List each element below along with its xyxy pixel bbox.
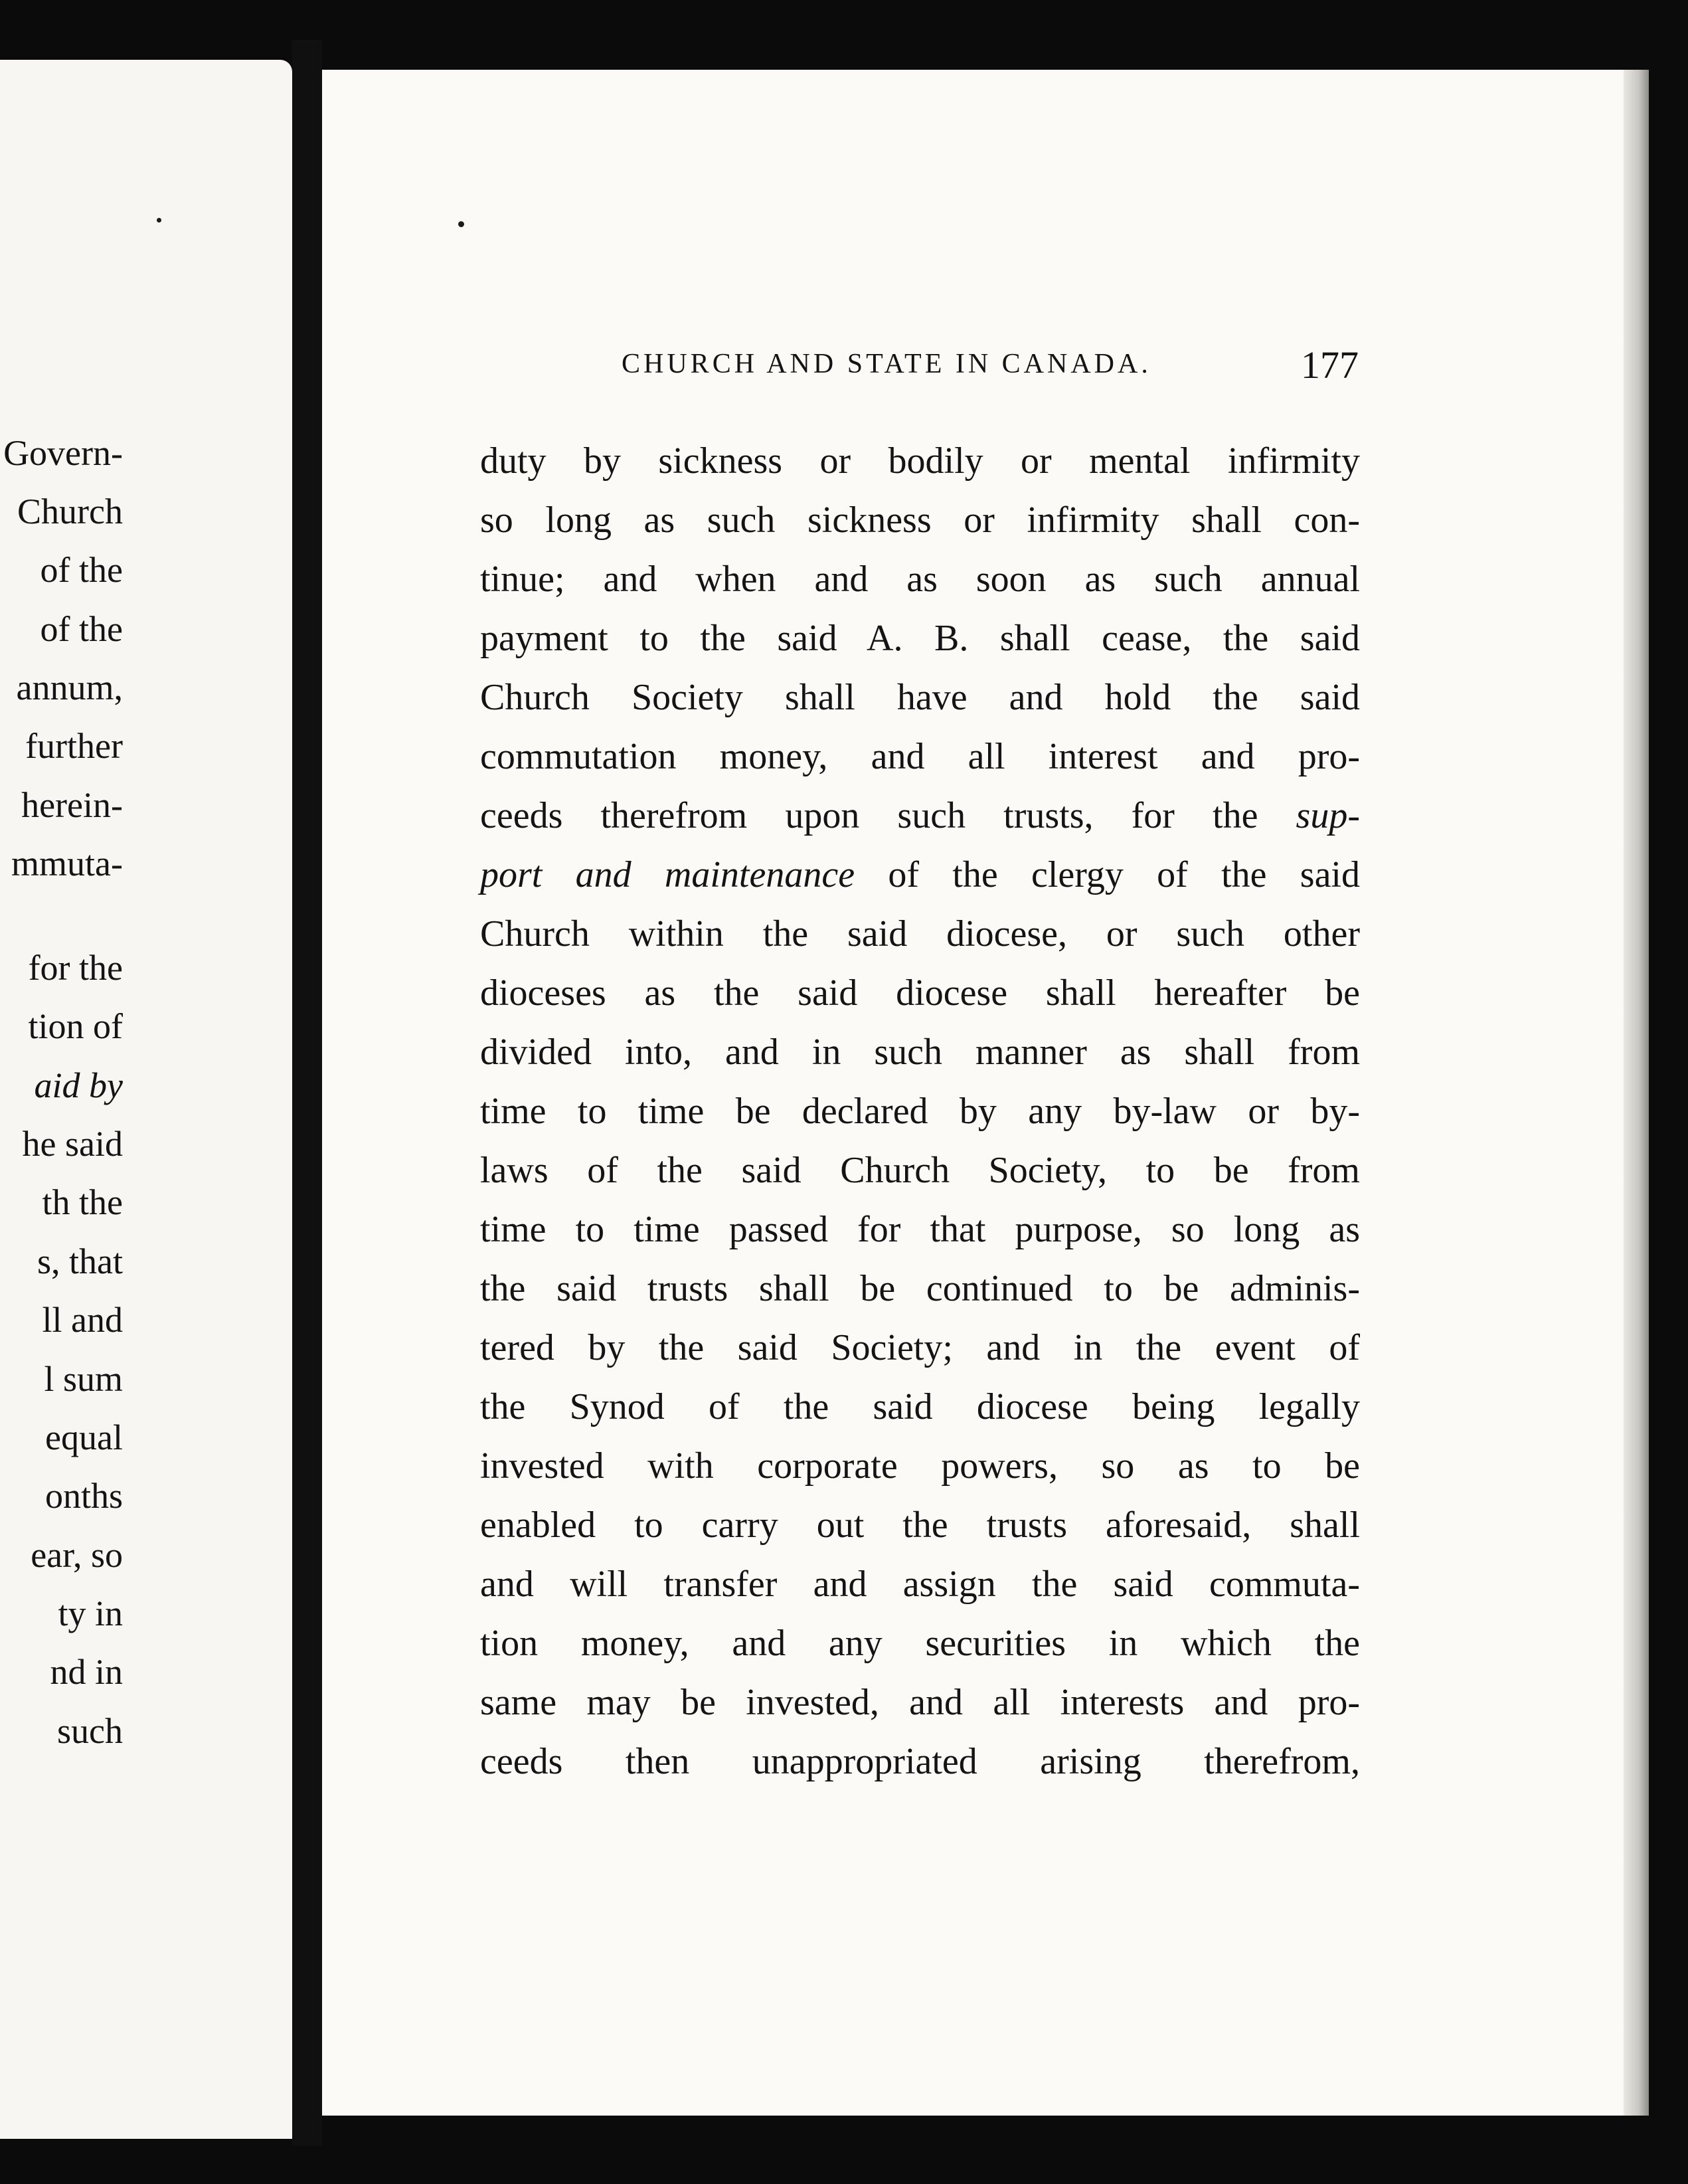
text-line [480,905,1360,964]
text-line [480,727,1360,786]
body-text [480,432,1360,1791]
left-page-fragment: ll and [42,1300,123,1340]
speck-mark [157,218,161,223]
text-run: time to time passed for that purpose, so long as [480,1209,1360,1250]
text-line [480,491,1360,550]
left-page-fragment: aid by [34,1065,123,1105]
left-page-fragment: ear, so [31,1535,123,1575]
left-page-fragment: for the [28,948,123,988]
left-page-fragment: tion of [28,1006,123,1046]
left-page-fragment: onths [44,1476,123,1516]
text-run: tion money, and any securities in which the [480,1623,1360,1664]
text-run: Church within the said diocese, or such other [480,913,1360,955]
text-run: ceeds therefrom upon such trusts, for the [480,795,1296,836]
text-run: the Synod of the said diocese being legally [480,1386,1360,1427]
text-line [480,1496,1360,1555]
text-run: tered by the said Society; and in the event of [480,1327,1360,1368]
text-line [480,1437,1360,1496]
text-run: invested with corporate powers, so as to be [480,1445,1360,1487]
text-run: the said trusts shall be continued to be adminis- [480,1268,1360,1309]
text-line [480,1732,1360,1791]
text-line [480,1614,1360,1673]
left-page-text-fragments [0,60,292,2139]
running-header [622,343,1359,389]
text-line [480,432,1360,491]
book-gutter [292,40,322,2145]
text-run: divided into, and in such manner as shall from [480,1032,1360,1073]
text-line [480,1555,1360,1614]
text-line [480,1259,1360,1319]
text-line [480,846,1360,905]
left-page-fragment: th the [42,1182,123,1222]
left-page [0,60,292,2139]
left-page-fragment: annum, [16,668,123,707]
left-page-fragment: s, that [37,1241,123,1281]
left-page-fragment: such [57,1711,123,1751]
left-page-fragment: Church [17,492,123,531]
text-line [480,786,1360,846]
text-line [480,1082,1360,1141]
text-line [480,609,1360,668]
left-page-fragment: of the [40,550,123,590]
page-number: 177 [1301,343,1359,387]
text-line [480,1673,1360,1732]
text-run: ceeds then unappropriated arising therefrom, [480,1741,1360,1782]
text-run: enabled to carry out the trusts aforesaid, shall [480,1504,1360,1546]
running-header-title: CHURCH AND STATE IN CANADA. [622,349,1151,379]
left-page-fragment: further [25,726,123,766]
text-line [480,964,1360,1023]
text-run: duty by sickness or bodily or mental infirmity [480,440,1360,482]
text-line [480,550,1360,609]
text-run: of the clergy of the said [855,854,1360,895]
text-line [480,1141,1360,1200]
text-run: Church Society shall have and hold the said [480,677,1360,718]
text-line [480,668,1360,727]
left-page-fragment: of the [40,609,123,649]
left-page-fragment: Govern- [3,433,123,473]
text-run: laws of the said Church Society, to be from [480,1150,1360,1191]
left-page-fragment: equal [45,1417,123,1457]
left-page-fragment: nd in [50,1652,123,1692]
text-run: dioceses as the said diocese shall hereafter be [480,972,1360,1014]
left-page-fragment: mmuta- [11,844,123,883]
text-line [480,1200,1360,1259]
left-page-fragment: herein- [21,785,123,825]
speck-mark [458,221,464,227]
page-edge-shadow [1624,70,1649,2116]
text-line [480,1023,1360,1082]
text-run: commutation money, and all interest and pro- [480,736,1360,777]
italic-text-run: port and maintenance [480,854,855,895]
italic-text-run: sup- [1296,795,1360,836]
left-page-fragment: ty in [58,1593,123,1633]
text-run: same may be invested, and all interests and pro- [480,1682,1360,1723]
text-line [480,1378,1360,1437]
text-run: payment to the said A. B. shall cease, the said [480,618,1360,659]
text-run: time to time be declared by any by-law or by- [480,1091,1360,1132]
text-run: tinue; and when and as soon as such annual [480,559,1360,600]
left-page-fragment: l sum [44,1359,123,1399]
text-run: and will transfer and assign the said commuta- [480,1564,1360,1605]
left-page-fragment: he said [22,1124,123,1164]
text-line [480,1319,1360,1378]
text-run: so long as such sickness or infirmity shall con- [480,500,1360,541]
